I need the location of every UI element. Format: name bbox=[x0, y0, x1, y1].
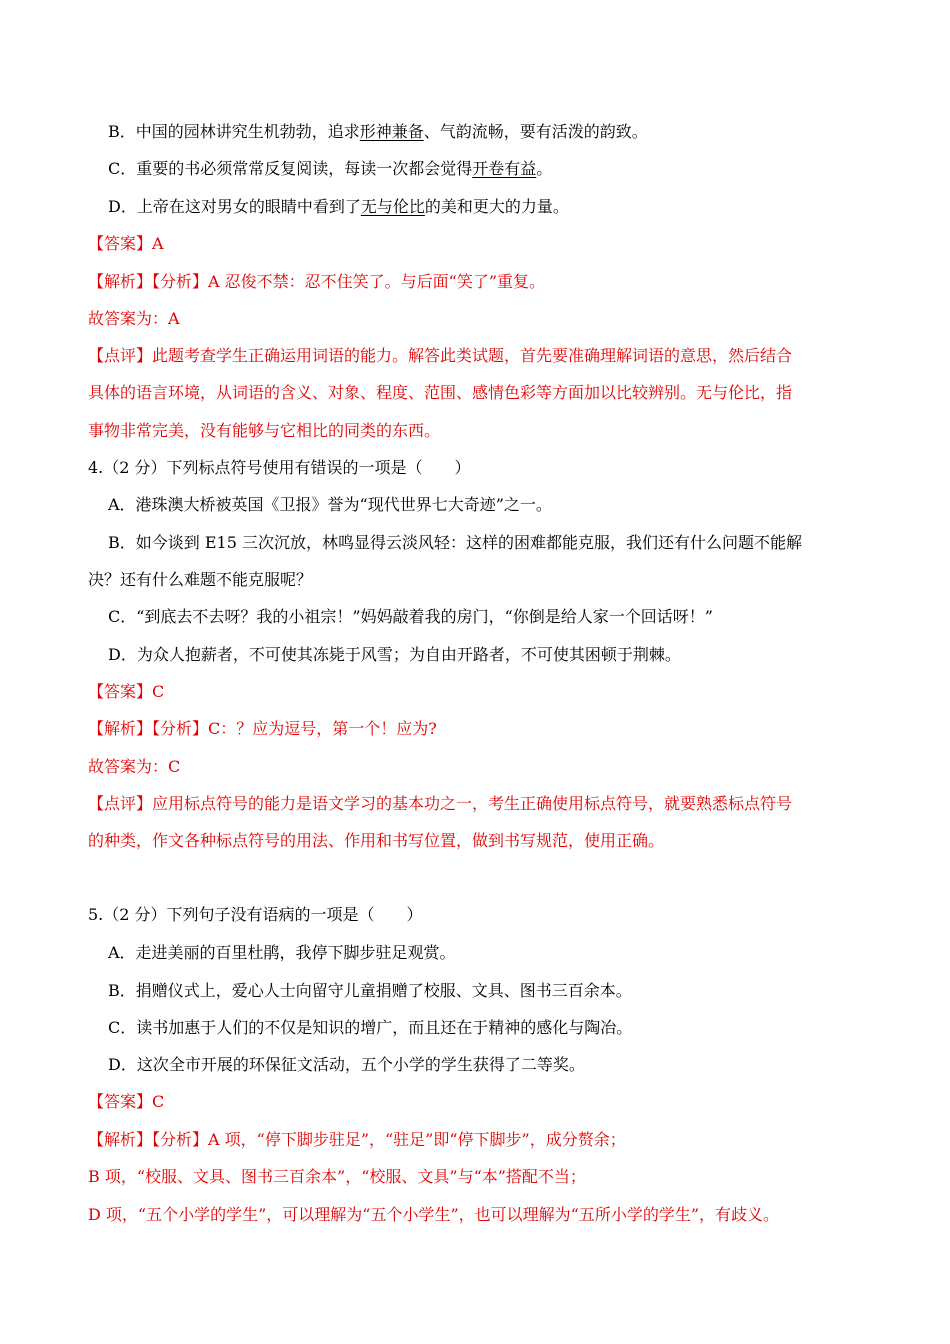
q5-option-b: B．捐赠仪式上，爱心人士向留守儿童捐赠了校服、文具、图书三百余本。 bbox=[108, 981, 632, 1000]
q4-comment-line-1: 【点评】应用标点符号的能力是语文学习的基本功之一，考生正确使用标点符号，就要熟悉标点符号 bbox=[88, 794, 793, 813]
q4-stem: 4.（2 分）下列标点符号使用有错误的一项是（ ） bbox=[88, 458, 471, 477]
q3-analysis: 【解析】【分析】A 忍俊不禁：忍不住笑了。与后面“笑了”重复。 bbox=[88, 272, 546, 291]
q5-answer: 【答案】C bbox=[88, 1092, 165, 1111]
underlined-term: 无与伦比 bbox=[360, 197, 425, 216]
underlined-term: 形神兼备 bbox=[359, 122, 424, 141]
q4-option-b-line-2: 决？还有什么难题不能克服呢？ bbox=[88, 570, 313, 589]
q3-option-c: C．重要的书必须常常反复阅读，每读一次都会觉得开卷有益。 bbox=[108, 159, 553, 178]
q4-option-c: C．“到底去不去呀？我的小祖宗！”妈妈敲着我的房门，“你倒是给人家一个回话呀！” bbox=[108, 607, 713, 626]
q4-option-a: A．港珠澳大桥被英国《卫报》誉为“现代世界七大奇迹”之一。 bbox=[108, 495, 552, 514]
q4-answer: 【答案】C bbox=[88, 682, 165, 701]
q4-option-d: D．为众人抱薪者，不可使其冻毙于风雪；为自由开路者，不可使其困顿于荆棘。 bbox=[108, 645, 681, 664]
q3-answer: 【答案】A bbox=[88, 234, 164, 253]
q3-comment-line-1: 【点评】此题考查学生正确运用词语的能力。解答此类试题，首先要准确理解词语的意思，然后结合 bbox=[88, 346, 793, 365]
q3-option-b: B．中国的园林讲究生机勃勃，追求形神兼备、气韵流畅，要有活泼的韵致。 bbox=[108, 122, 648, 141]
q3-comment-line-3: 事物非常完美，没有能够与它相比的同类的东西。 bbox=[88, 421, 441, 440]
q5-option-c: C．读书加惠于人们的不仅是知识的增广，而且还在于精神的感化与陶冶。 bbox=[108, 1018, 633, 1037]
q4-final-answer: 故答案为：C bbox=[88, 757, 181, 776]
q4-analysis: 【解析】【分析】C：？应为逗号，第一个！应为? bbox=[88, 719, 437, 738]
q5-stem: 5.（2 分）下列句子没有语病的一项是（ ） bbox=[88, 905, 423, 924]
q4-comment-line-2: 的种类，作文各种标点符号的用法、作用和书写位置，做到书写规范，使用正确。 bbox=[88, 831, 665, 850]
q5-option-a: A．走进美丽的百里杜鹃，我停下脚步驻足观赏。 bbox=[108, 943, 456, 962]
q5-analysis-line-1: 【解析】【分析】A 项，“停下脚步驻足”，“驻足”即“停下脚步”，成分赘余； bbox=[88, 1130, 626, 1149]
q5-option-d: D．这次全市开展的环保征文活动，五个小学的学生获得了二等奖。 bbox=[108, 1055, 585, 1074]
q3-final-answer: 故答案为：A bbox=[88, 309, 180, 328]
q4-option-b-line-1: B．如今谈到 E15 三次沉放，林鸣显得云淡风轻：这样的困难都能克服，我们还有什么问题不能解 bbox=[108, 533, 802, 552]
q5-analysis-line-2: B 项，“校服、文具、图书三百余本”，“校服、文具”与“本”搭配不当； bbox=[88, 1167, 586, 1186]
q3-option-d: D．上帝在这对男女的眼睛中看到了无与伦比的美和更大的力量。 bbox=[108, 197, 569, 216]
underlined-term: 开卷有益 bbox=[472, 159, 537, 178]
q3-comment-line-2: 具体的语言环境，从词语的含义、对象、程度、范围、感情色彩等方面加以比较辨别。无与伦比，指 bbox=[88, 383, 793, 402]
q5-analysis-line-3: D 项，“五个小学的学生”，可以理解为“五个小学生”，也可以理解为“五所小学的学生”，有歧义。 bbox=[88, 1205, 779, 1224]
